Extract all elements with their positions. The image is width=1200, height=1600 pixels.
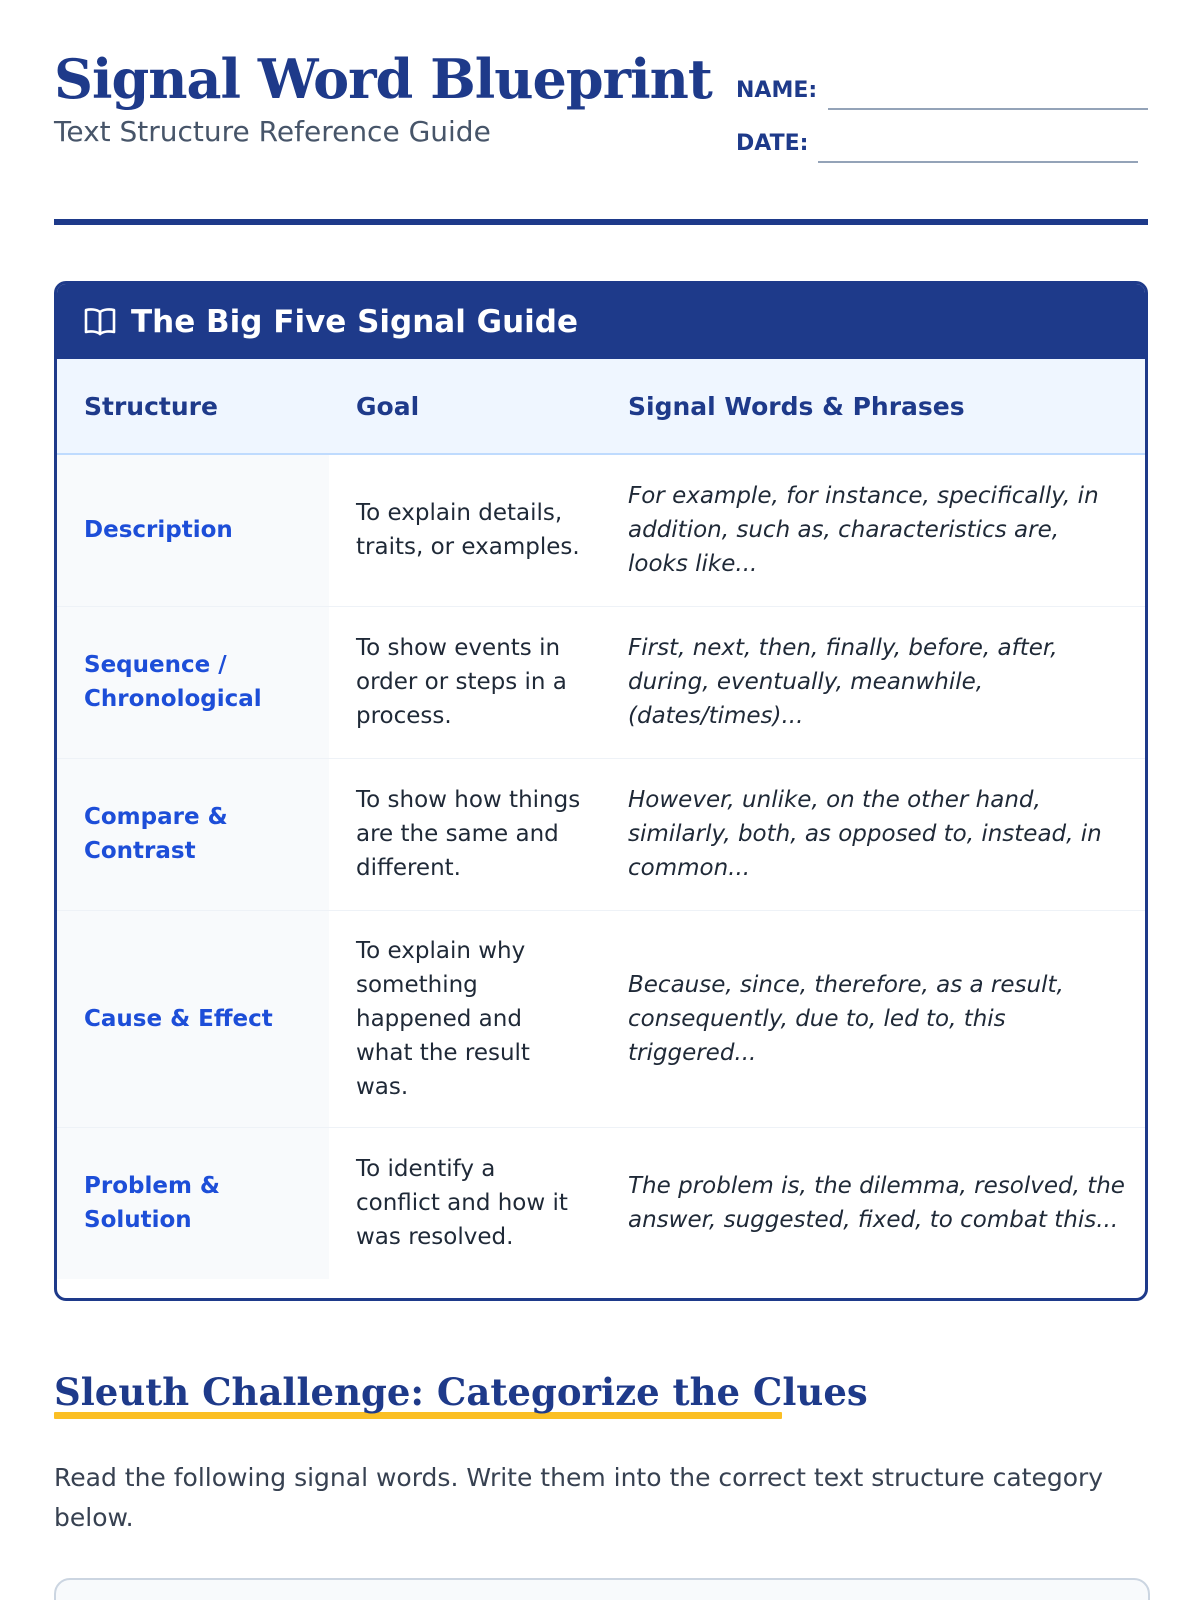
challenge-title [54,1370,868,1414]
date-field[interactable] [818,161,1138,163]
structure-cell: Compare & Contrast [57,758,329,910]
goal-cell: To show how things are the same and different. [329,758,601,910]
column-header-signal-words: Signal Words & Phrases [601,359,1145,454]
table-row [57,910,1145,1127]
goal-cell: To show events in order or steps in a process. [329,606,601,758]
clue-word-box [54,1578,1150,1600]
signal-words-cell: However, unlike, on the other hand, similarly, both, as opposed to, instead, in common... [601,758,1145,910]
signal-table [57,359,1145,1279]
column-header-goal: Goal [329,359,601,454]
signal-words-cell: For example, for instance, specifically, in addition, such as, characteristics are, looks like... [601,454,1145,606]
table-row [57,1127,1145,1279]
name-field-row [736,78,1148,131]
table-row [57,606,1145,758]
goal-cell: To explain why something happened and what the result was. [329,910,601,1127]
page-title: Signal Word Blueprint [54,47,712,111]
table-row [57,758,1145,910]
goal-cell: To identify a conflict and how it was resolved. [356,1156,568,1251]
signal-guide-panel [54,281,1148,1301]
signal-words-cell: Because, since, therefore, as a result, consequently, due to, led to, this triggered... [601,910,1145,1127]
open-book-icon [83,307,117,337]
student-fields [736,78,1148,184]
signal-guide-header [57,284,1145,359]
table-header-row [57,359,1145,454]
structure-cell: Description [57,454,329,606]
signal-words-cell: First, next, then, finally, before, after, during, eventually, meanwhile, (dates/times)... [601,606,1145,758]
signal-guide-title: The Big Five Signal Guide [131,303,579,340]
date-field-row [736,131,1148,184]
header-divider [54,219,1148,225]
table-row [57,454,1145,606]
challenge-instructions: Read the following signal words. Write them into the correct text structure category below. [54,1463,1104,1532]
structure-cell: Problem & Solution [57,1127,329,1279]
challenge-title-text: Sleuth Challenge: Categorize the Clues [54,1370,868,1414]
signal-words-cell: The problem is, the dilemma, resolved, the answer, suggested, fixed, to combat this... [628,1173,1125,1234]
page-subtitle: Text Structure Reference Guide [54,115,491,149]
structure-cell: Cause & Effect [57,910,329,1127]
goal-cell: To explain details, traits, or examples. [329,454,601,606]
structure-cell: Sequence / Chronological [57,606,329,758]
name-label: NAME: [736,78,818,103]
date-label: DATE: [736,131,809,156]
column-header-structure: Structure [57,359,329,454]
title-block [54,47,712,149]
worksheet-header [54,47,1148,230]
name-field[interactable] [828,108,1148,110]
